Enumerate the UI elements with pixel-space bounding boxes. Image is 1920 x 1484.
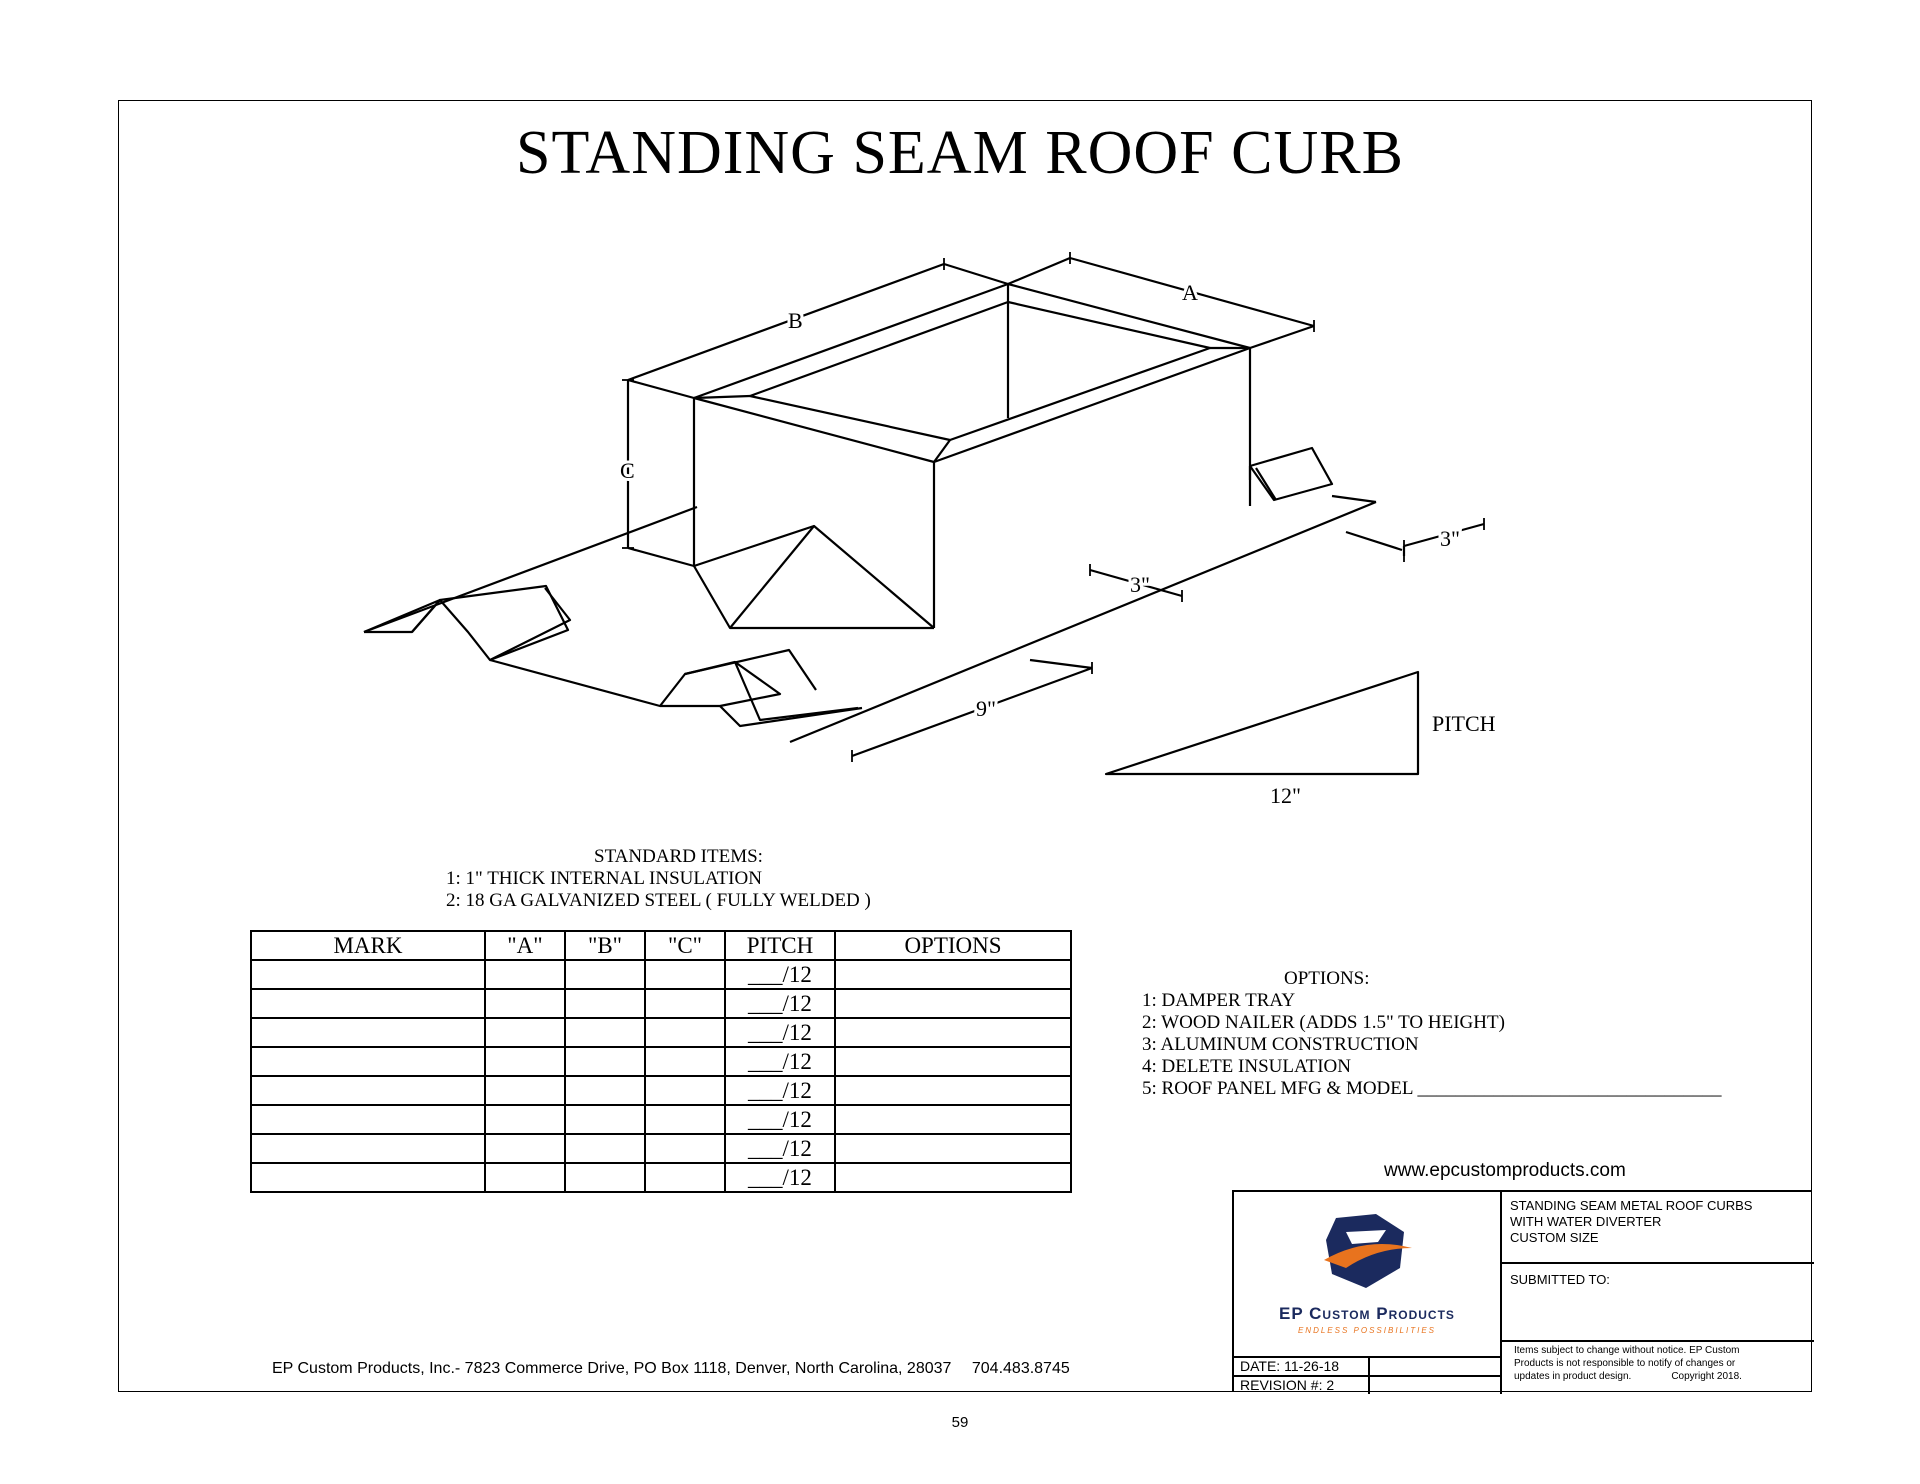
b-cell[interactable] <box>565 1018 645 1047</box>
pitch-cell[interactable]: ___/12 <box>725 1163 835 1192</box>
company-address <box>272 1360 1070 1378</box>
options-cell[interactable] <box>835 1076 1071 1105</box>
option-item: 1: DAMPER TRAY <box>1142 990 1296 1011</box>
table-row <box>251 1047 1071 1076</box>
copyright: Copyright 2018. <box>1671 1371 1742 1382</box>
b-cell[interactable] <box>565 1105 645 1134</box>
pitch-cell[interactable]: ___/12 <box>725 989 835 1018</box>
disclaimer-line: Products is not responsible to notify of changes or <box>1514 1358 1736 1369</box>
dim-c-label: C <box>620 458 635 483</box>
dim-3in-side-label: 3" <box>1440 526 1460 551</box>
disclaimer-line: updates in product design. <box>1514 1371 1632 1382</box>
options-list <box>1142 968 1722 1100</box>
b-cell[interactable] <box>565 1163 645 1192</box>
website-link[interactable]: www.epcustomproducts.com <box>1384 1160 1626 1181</box>
b-cell[interactable] <box>565 1134 645 1163</box>
b-cell[interactable] <box>565 960 645 989</box>
phone-number: 704.483.8745 <box>971 1360 1070 1377</box>
logo-tagline: ENDLESS POSSIBILITIES <box>1297 1326 1437 1335</box>
a-cell[interactable] <box>485 1018 565 1047</box>
col-header-pitch: PITCH <box>725 931 835 960</box>
drawing-description <box>1510 1198 1752 1246</box>
options-cell[interactable] <box>835 1105 1071 1134</box>
pitch-cell[interactable]: ___/12 <box>725 1134 835 1163</box>
table-row <box>251 1163 1071 1192</box>
date-field: DATE: 11-26-18 <box>1240 1358 1340 1374</box>
mark-cell[interactable] <box>251 1018 485 1047</box>
table-row <box>251 1105 1071 1134</box>
pitch-run-label: 12" <box>1270 783 1301 808</box>
disclaimer <box>1514 1344 1804 1383</box>
a-cell[interactable] <box>485 1047 565 1076</box>
c-cell[interactable] <box>645 1018 725 1047</box>
a-cell[interactable] <box>485 1076 565 1105</box>
description-line: STANDING SEAM METAL ROOF CURBS <box>1510 1198 1753 1213</box>
options-cell[interactable] <box>835 1163 1071 1192</box>
table-row <box>251 1076 1071 1105</box>
curb-top <box>694 284 1250 462</box>
table-header-row <box>251 931 1071 960</box>
mark-cell[interactable] <box>251 1076 485 1105</box>
option-item: 4: DELETE INSULATION <box>1142 1056 1351 1077</box>
table-row <box>251 989 1071 1018</box>
option-item: 2: WOOD NAILER (ADDS 1.5" TO HEIGHT) <box>1142 1012 1505 1033</box>
dim-b-label: B <box>788 308 803 333</box>
options-cell[interactable] <box>835 1134 1071 1163</box>
page-title: STANDING SEAM ROOF CURB <box>516 119 1404 187</box>
options-header: OPTIONS: <box>1284 968 1370 989</box>
standard-items <box>446 846 916 912</box>
mark-cell[interactable] <box>251 989 485 1018</box>
c-cell[interactable] <box>645 1076 725 1105</box>
col-header-b: "B" <box>565 931 645 960</box>
title-block-divider <box>1502 1262 1814 1264</box>
description-line: WITH WATER DIVERTER <box>1510 1214 1662 1229</box>
c-cell[interactable] <box>645 989 725 1018</box>
table-row <box>251 1018 1071 1047</box>
b-cell[interactable] <box>565 989 645 1018</box>
standard-item: 2: 18 GA GALVANIZED STEEL ( FULLY WELDED ) <box>446 890 871 911</box>
standard-item: 1: 1" THICK INTERNAL INSULATION <box>446 868 762 889</box>
title-block-divider <box>1368 1356 1370 1394</box>
col-header-options: OPTIONS <box>835 931 1071 960</box>
pitch-cell[interactable]: ___/12 <box>725 1105 835 1134</box>
col-header-mark: MARK <box>251 931 485 960</box>
logo-cell <box>1234 1192 1500 1352</box>
ep-logo-icon <box>1316 1210 1416 1294</box>
options-cell[interactable] <box>835 1018 1071 1047</box>
table-row <box>251 1134 1071 1163</box>
options-cell[interactable] <box>835 989 1071 1018</box>
pitch-cell[interactable]: ___/12 <box>725 960 835 989</box>
roof-panel-right <box>1250 448 1332 500</box>
address-text: EP Custom Products, Inc.- 7823 Commerce Drive, PO Box 1118, Denver, North Carolina, 28037 <box>272 1360 952 1377</box>
order-table <box>250 930 1072 1193</box>
pitch-triangle <box>1106 672 1418 774</box>
c-cell[interactable] <box>645 1105 725 1134</box>
option-item: 3: ALUMINUM CONSTRUCTION <box>1142 1034 1419 1055</box>
c-cell[interactable] <box>645 960 725 989</box>
pitch-cell[interactable]: ___/12 <box>725 1076 835 1105</box>
revision-field: REVISION #: 2 <box>1240 1377 1335 1393</box>
a-cell[interactable] <box>485 1163 565 1192</box>
pitch-cell[interactable]: ___/12 <box>725 1018 835 1047</box>
title-block-divider <box>1502 1340 1814 1342</box>
submitted-to-label: SUBMITTED TO: <box>1510 1272 1610 1287</box>
pitch-label: PITCH <box>1432 711 1496 736</box>
b-cell[interactable] <box>565 1076 645 1105</box>
option-item: 5: ROOF PANEL MFG & MODEL ________________________________ <box>1142 1078 1722 1099</box>
title-block-divider <box>1500 1192 1502 1394</box>
options-cell[interactable] <box>835 1047 1071 1076</box>
mark-cell[interactable] <box>251 1134 485 1163</box>
standard-items-header: STANDARD ITEMS: <box>594 846 763 867</box>
col-header-c: "C" <box>645 931 725 960</box>
dim-a-label: A <box>1182 280 1198 305</box>
title-block <box>1232 1190 1812 1392</box>
page-number: 59 <box>951 1414 969 1431</box>
b-cell[interactable] <box>565 1047 645 1076</box>
c-cell[interactable] <box>645 1047 725 1076</box>
options-cell[interactable] <box>835 960 1071 989</box>
c-cell[interactable] <box>645 1134 725 1163</box>
a-cell[interactable] <box>485 1134 565 1163</box>
col-header-a: "A" <box>485 931 565 960</box>
a-cell[interactable] <box>485 989 565 1018</box>
dim-9in-label: 9" <box>976 696 996 721</box>
dim-3in-front-label: 3" <box>1130 572 1150 597</box>
disclaimer-line: Items subject to change without notice. EP Custom <box>1514 1345 1740 1356</box>
pitch-cell[interactable]: ___/12 <box>725 1047 835 1076</box>
mark-cell[interactable] <box>251 1105 485 1134</box>
mark-cell[interactable] <box>251 1163 485 1192</box>
description-line: CUSTOM SIZE <box>1510 1230 1599 1245</box>
logo-name: EP Custom Products <box>1279 1304 1455 1323</box>
c-cell[interactable] <box>645 1163 725 1192</box>
roof-panel-left <box>364 588 570 660</box>
a-cell[interactable] <box>485 960 565 989</box>
a-cell[interactable] <box>485 1105 565 1134</box>
table-row <box>251 960 1071 989</box>
mark-cell[interactable] <box>251 1047 485 1076</box>
mark-cell[interactable] <box>251 960 485 989</box>
